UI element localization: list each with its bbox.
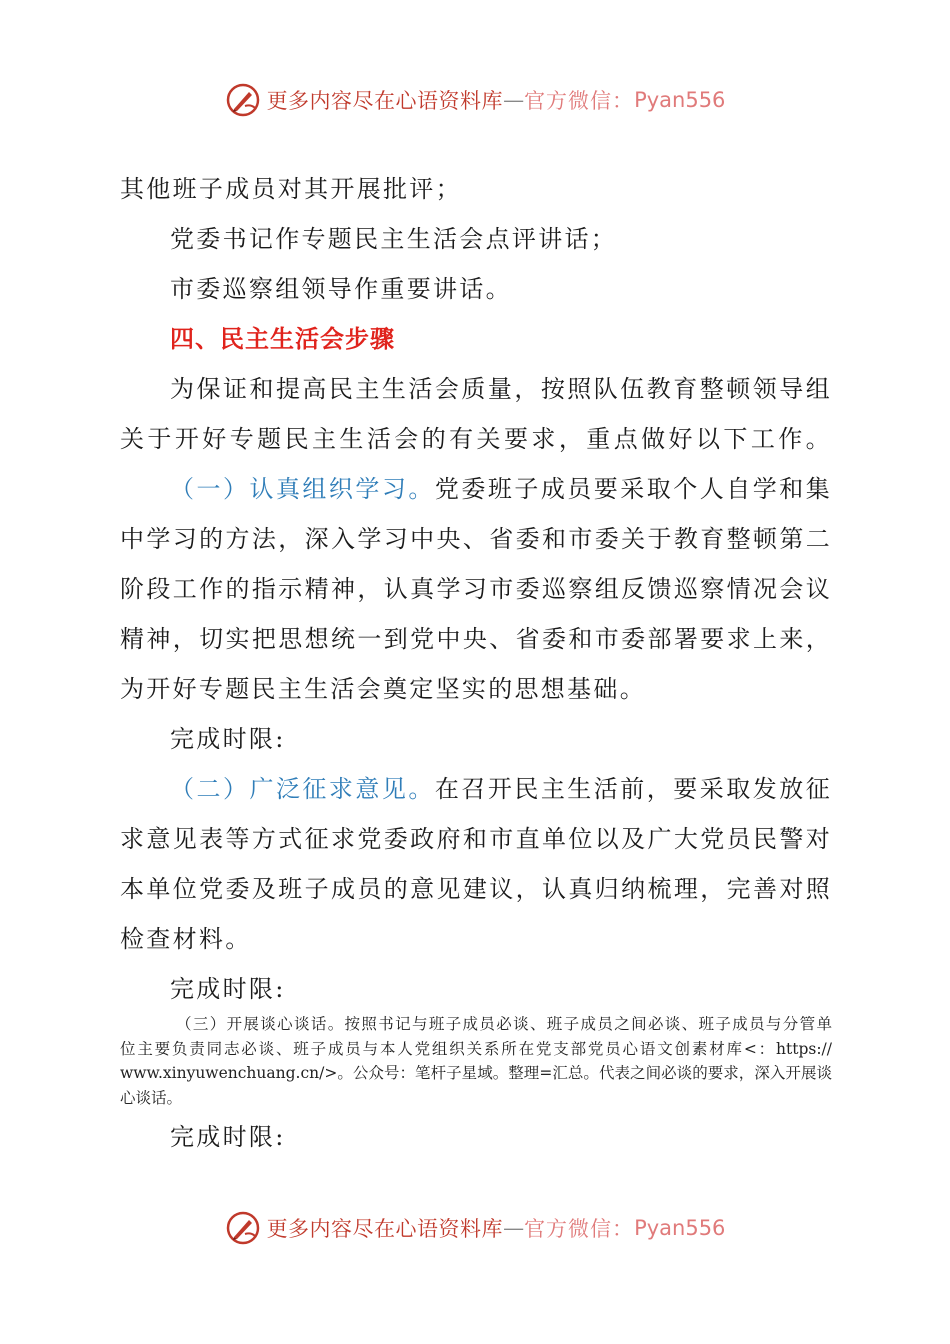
- paragraph-line: 阶段工作的指示精神，认真学习市委巡察组反馈巡察情况会议: [120, 575, 832, 603]
- banner-wechat-label: 官方微信：: [524, 1217, 635, 1241]
- item-2-title: （二）广泛征求意见。: [170, 775, 435, 803]
- paragraph-line: 精神，切实把思想统一到党中央、省委和市委部署要求上来，: [120, 625, 832, 653]
- item-2-first-line: [170, 764, 832, 814]
- paragraph-line: 其他班子成员对其开展批评；: [120, 175, 462, 203]
- footer-banner: [0, 1210, 950, 1246]
- item-2-text: 在召开民主生活前，要采取发放征: [434, 775, 832, 803]
- item-3-small-paragraph: [120, 1012, 832, 1110]
- banner-main-text: 更多内容尽在心语资料库: [266, 89, 504, 113]
- paragraph-line: 关于开好专题民主生活会的有关要求，重点做好以下工作。: [120, 425, 832, 453]
- paragraph-line: 本单位党委及班子成员的意见建议，认真归纳梳理，完善对照: [120, 875, 832, 903]
- paragraph-line: 求意见表等方式征求党委政府和市直单位以及广大党员民警对: [120, 825, 832, 853]
- banner-dash: —: [503, 88, 525, 112]
- banner-main-text: 更多内容尽在心语资料库: [266, 1217, 504, 1241]
- item-3-line: 位主要负责同志必谈、班子成员与本人党组织关系所在党支部党员心语文创素材库<：https://: [120, 1039, 832, 1058]
- section-heading: 四、民主生活会步骤: [170, 325, 395, 353]
- pen-circle-logo-icon: [225, 1210, 261, 1246]
- item-1-title: （一）认真组织学习。: [170, 475, 435, 503]
- header-banner: [0, 82, 950, 118]
- item-1-first-line: [170, 464, 832, 514]
- deadline-label: 完成时限:: [170, 975, 286, 1003]
- banner-wechat-id: Pyan556: [634, 88, 726, 112]
- paragraph-line: 党委书记作专题民主生活会点评讲话；: [170, 225, 618, 253]
- item-3-line: （三）开展谈心谈话。按照书记与班子成员必谈、班子成员之间必谈、班子成员与分管单: [176, 1015, 832, 1033]
- paragraph-line: 为保证和提高民主生活会质量，按照队伍教育整顿领导组: [170, 375, 832, 403]
- item-1-text: 党委班子成员要采取个人自学和集: [434, 475, 832, 503]
- pen-circle-logo-icon: [225, 82, 261, 118]
- paragraph-line: 检查材料。: [120, 925, 252, 953]
- deadline-label: 完成时限:: [170, 1123, 286, 1151]
- item-3-line: 心谈话。: [120, 1088, 183, 1107]
- banner-wechat-id: Pyan556: [634, 1216, 726, 1240]
- deadline-label: 完成时限:: [170, 725, 286, 753]
- paragraph-line: 市委巡察组领导作重要讲话。: [170, 275, 512, 303]
- banner-wechat-label: 官方微信：: [524, 89, 635, 113]
- paragraph-line: 为开好专题民主生活会奠定坚实的思想基础。: [120, 675, 646, 703]
- item-3-line: www.xinyuwenchuang.cn/>。公众号：笔杆子星域。整理=汇总。代表之间必谈的要求，深入开展谈: [120, 1064, 832, 1082]
- paragraph-line: 中学习的方法，深入学习中央、省委和市委关于教育整顿第二: [120, 525, 832, 553]
- banner-dash: —: [503, 1216, 525, 1240]
